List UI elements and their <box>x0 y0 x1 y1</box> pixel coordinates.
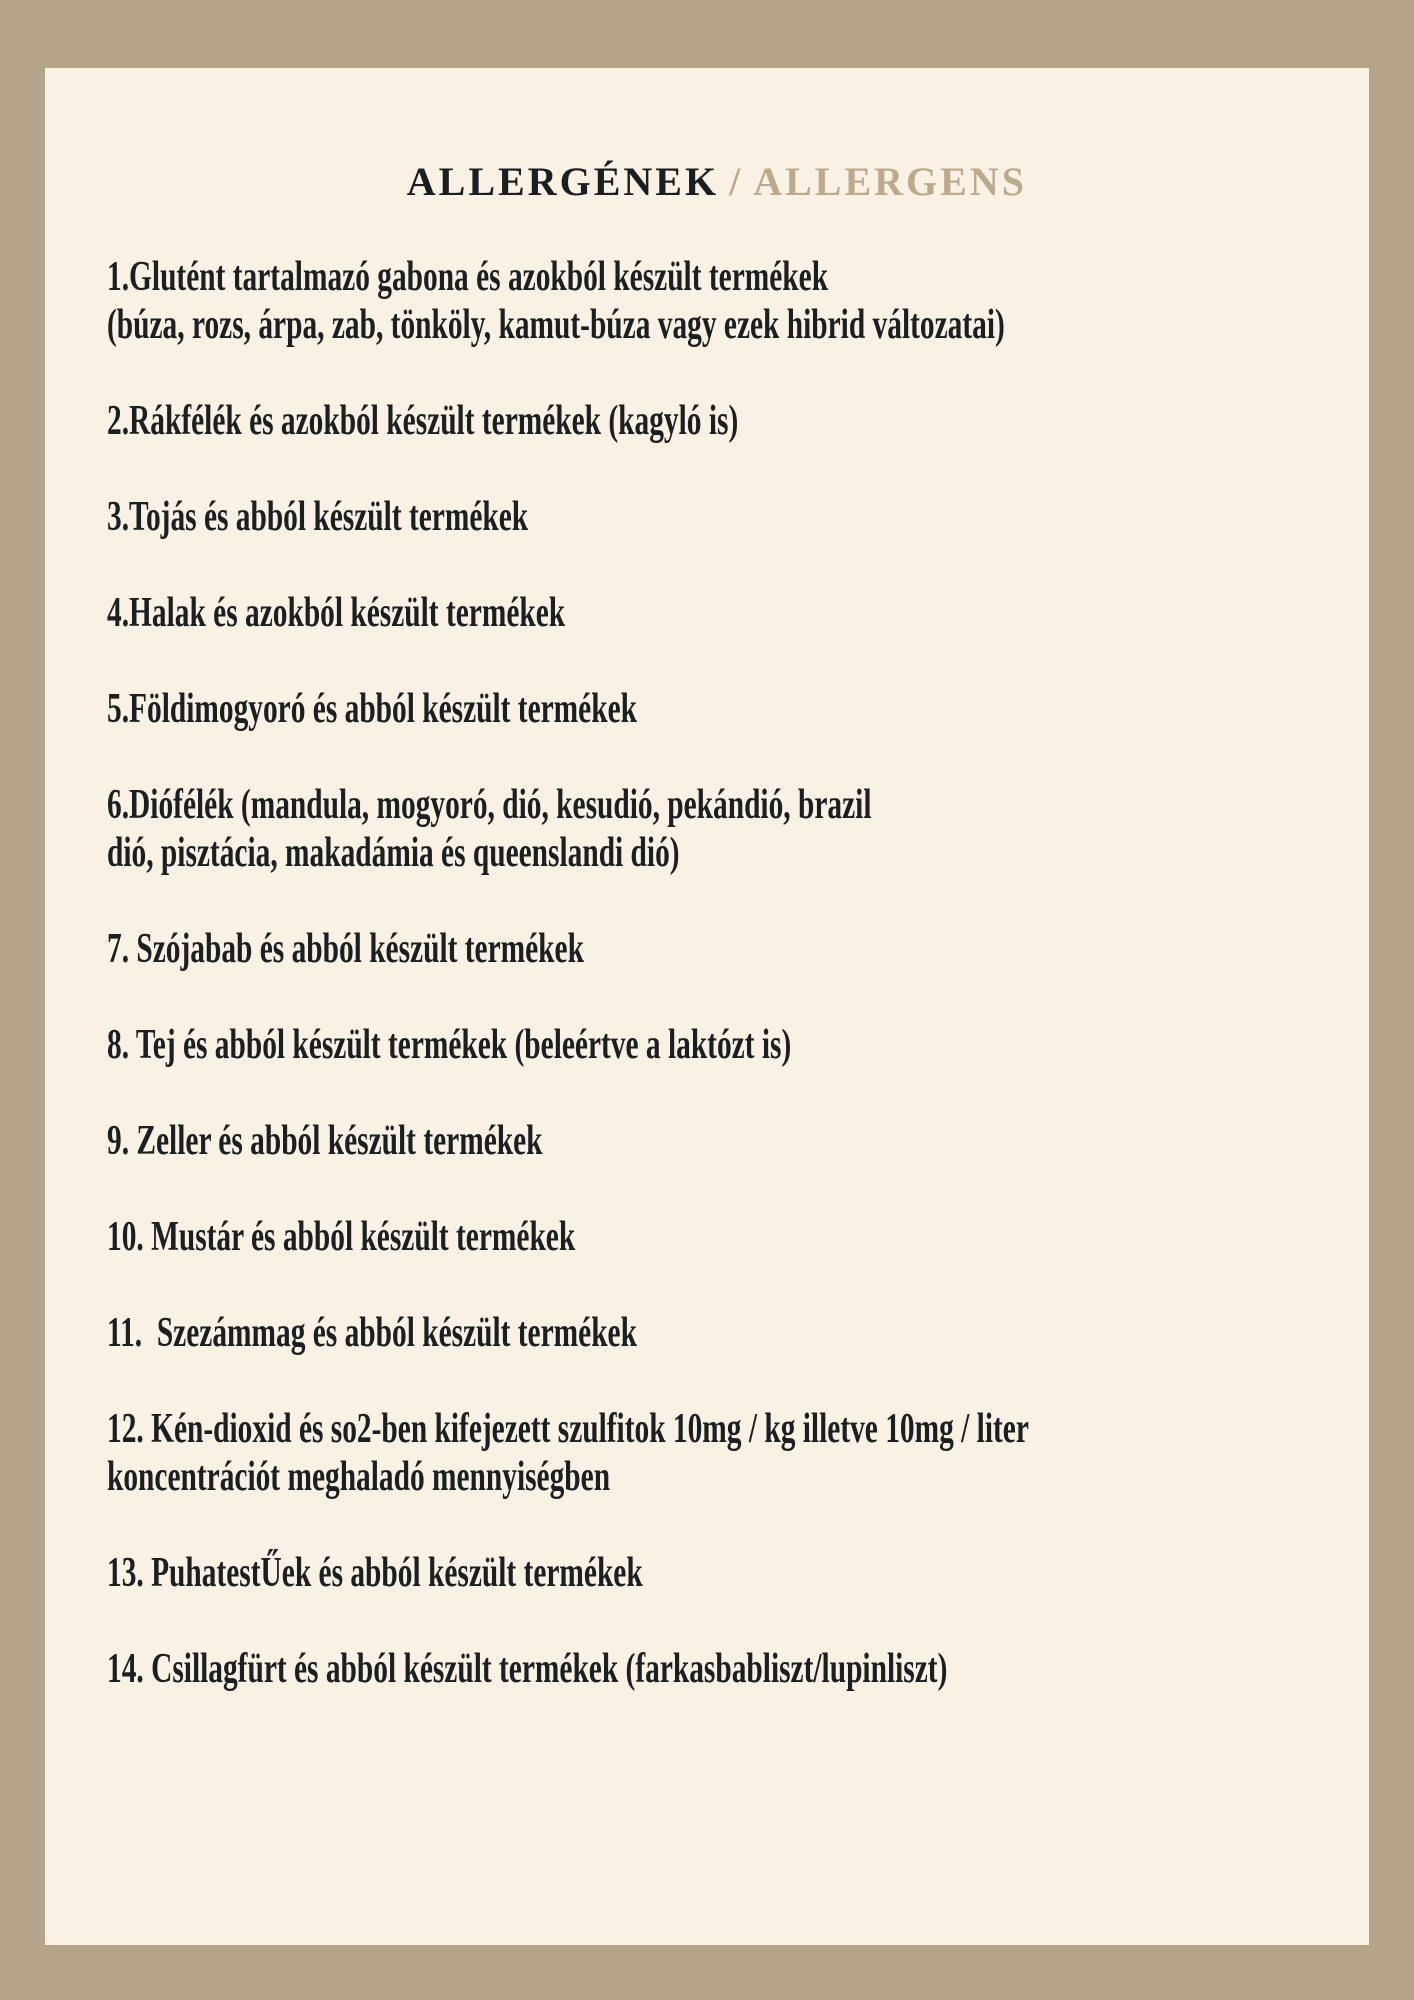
allergen-line: 8. Tej és abból készült termékek (beleértve a laktózt is) <box>107 1022 792 1068</box>
allergen-line: 7. Szójabab és abból készült termékek <box>107 926 584 972</box>
title-english: ALLERGENS <box>753 159 1027 204</box>
allergen-item <box>107 1117 1347 1165</box>
allergen-item <box>107 589 1347 637</box>
title-hungarian: ALLERGÉNEK <box>406 159 720 204</box>
allergen-list <box>107 253 1347 1741</box>
allergen-line: koncentrációt meghaladó mennyiségben <box>107 1454 611 1500</box>
allergen-line: (búza, rozs, árpa, zab, tönköly, kamut-búza vagy ezek hibrid változatai) <box>107 302 1005 348</box>
allergen-line: 2.Rákfélék és azokból készült termékek (kagyló is) <box>107 398 739 444</box>
allergen-item <box>107 1021 1347 1069</box>
allergen-item <box>107 1645 1347 1693</box>
allergen-line: 14. Csillagfürt és abból készült termékek (farkasbabliszt/lupinliszt) <box>107 1646 948 1692</box>
document-panel <box>45 68 1369 1945</box>
allergen-line: dió, pisztácia, makadámia és queenslandi dió) <box>107 830 680 876</box>
allergen-item <box>107 1549 1347 1597</box>
allergen-item <box>107 925 1347 973</box>
allergen-line: 10. Mustár és abból készült termékek <box>107 1214 576 1260</box>
allergen-line: 9. Zeller és abból készült termékek <box>107 1118 543 1164</box>
title-separator: / <box>729 159 744 204</box>
allergen-item <box>107 493 1347 541</box>
allergen-line: 1.Glutént tartalmazó gabona és azokból készült termékek <box>107 254 829 300</box>
allergen-item <box>107 685 1347 733</box>
allergen-line: 6.Diófélék (mandula, mogyoró, dió, kesudió, pekándió, brazil <box>107 782 872 828</box>
allergen-line: 13. PuhatestŰek és abból készült termékek <box>107 1550 643 1596</box>
allergen-item <box>107 1309 1347 1357</box>
allergen-line: 4.Halak és azokból készült termékek <box>107 590 566 636</box>
allergen-line: 12. Kén-dioxid és so2-ben kifejezett szulfitok 10mg / kg illetve 10mg / liter <box>107 1406 1029 1452</box>
allergen-item <box>107 397 1347 445</box>
allergen-line: 5.Földimogyoró és abból készült termékek <box>107 686 637 732</box>
allergen-item <box>107 253 1347 349</box>
allergen-line: 11. Szezámmag és abból készült termékek <box>107 1310 637 1356</box>
allergen-line: 3.Tojás és abból készült termékek <box>107 494 529 540</box>
allergen-item <box>107 1405 1347 1501</box>
allergen-item <box>107 781 1347 877</box>
page-title <box>357 122 1027 242</box>
allergen-item <box>107 1213 1347 1261</box>
